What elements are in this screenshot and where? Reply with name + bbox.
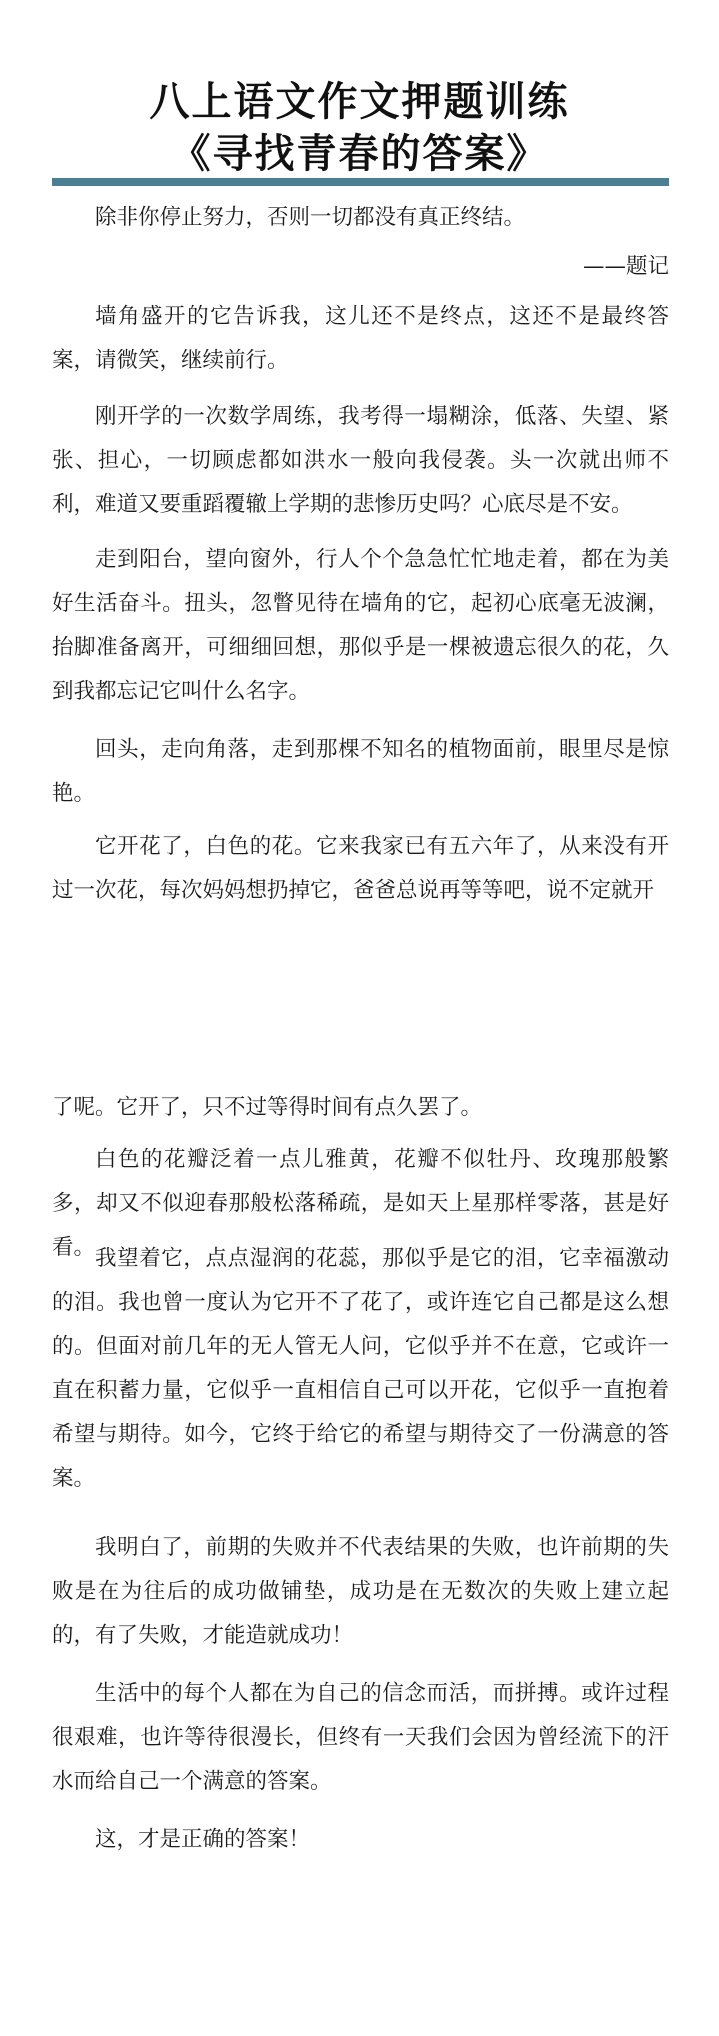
paragraph-closing: 这，才是正确的答案！ [95, 1827, 311, 1852]
title-divider [52, 178, 669, 186]
paragraph: 刚开学的一次数学周练，我考得一塌糊涂，低落、失望、紧张、担心，一切顾虑都如洪水一般向我侵袭。头一次就出师不利，难道又要重蹈覆辙上学期的悲惨历史吗？心底尽是不安。 [52, 404, 669, 517]
paragraph: 它开花了，白色的花。它来我家已有五六年了，从来没有开过一次花，每次妈妈想扔掉它，爸爸总说再等等吧，说不定就开 [52, 834, 669, 903]
paragraph: 白色的花瓣泛着一点儿雅黄，花瓣不似牡丹、玫瑰那般繁多，却又不似迎春那般松落稀疏，是如天上星那样零落，甚是好看。 [52, 1147, 669, 1260]
epigraph-signature: ——题记 [582, 254, 669, 279]
paragraph: 我明白了，前期的失败并不代表结果的失败，也许前期的失败是在为往后的成功做铺垫，成功是在无数次的失败上建立起的，有了失败，才能造就成功！ [52, 1535, 669, 1648]
paragraph: 走到阳台，望向窗外，行人个个急急忙忙地走着，都在为美好生活奋斗。扭头，忽瞥见待在墙角的它，起初心底毫无波澜，抬脚准备离开，可细细回想，那似乎是一棵被遗忘很久的花，久到我都忘记它叫什么名字。 [52, 547, 669, 704]
title-line-2: 《寻找青春的答案》 [170, 131, 549, 177]
paragraph-continued: 了呢。它开了，只不过等得时间有点久罢了。 [52, 1095, 483, 1120]
paragraph: 我望着它，点点湿润的花蕊，那似乎是它的泪，它幸福激动的泪。我也曾一度认为它开不了花了，或许连它自己都是这么想的。但面对前几年的无人管无人问，它似乎并不在意，它或许一直在积蓄力量，它似乎一直相信自己可以开花，它似乎一直抱着希望与期待。如今，它终于给它的希望与期待交了一份满意的答案。 [52, 1246, 669, 1491]
paragraph: 回头，走向角落，走到那棵不知名的植物面前，眼里尽是惊艳。 [52, 737, 669, 806]
paragraph: 生活中的每个人都在为自己的信念而活，而拼搏。或许过程很艰难，也许等待很漫长，但终有一天我们会因为曾经流下的汗水而给自己一个满意的答案。 [52, 1681, 669, 1794]
epigraph-quote: 除非你停止努力，否则一切都没有真正终结。 [95, 205, 526, 230]
title-line-1: 八上语文作文押题训练 [149, 79, 570, 125]
paragraph: 墙角盛开的它告诉我，这儿还不是终点，这还不是最终答案，请微笑，继续前行。 [52, 304, 669, 373]
